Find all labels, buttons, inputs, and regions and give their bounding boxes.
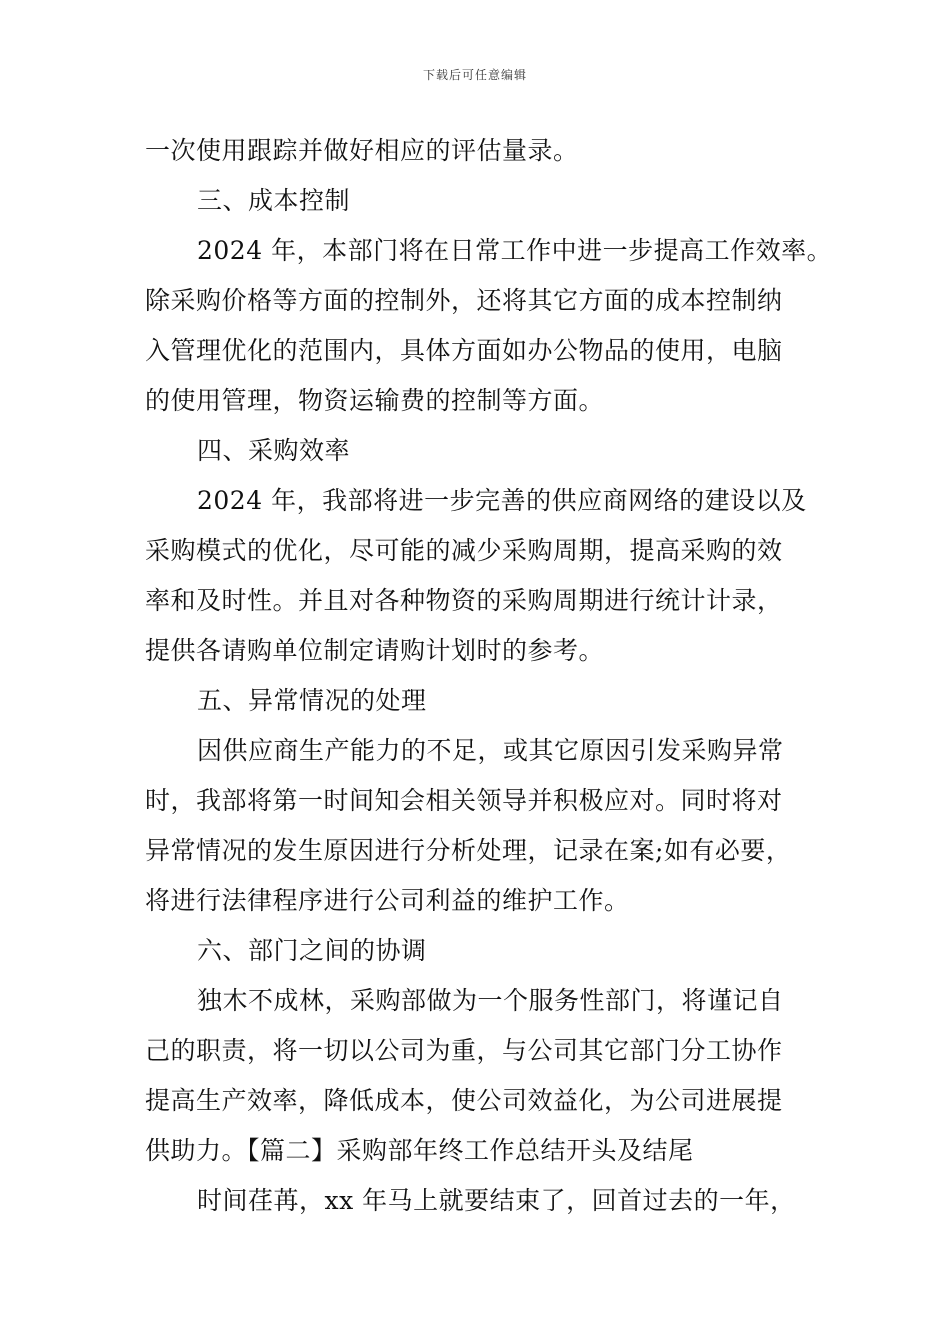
text-line: 时间荏苒，xx 年马上就要结束了，回首过去的一年， xyxy=(197,1186,796,1215)
text-line: 提高生产效率，降低成本，使公司效益化，为公司进展提 xyxy=(145,1086,783,1115)
text-line: 己的职责，将一切以公司为重，与公司其它部门分工协作 xyxy=(145,1036,783,1065)
document-body xyxy=(145,126,833,1226)
section-heading: 四、采购效率 xyxy=(197,436,351,465)
page-header: 下载后可任意编辑 xyxy=(422,68,527,82)
text-line: 时，我部将第一时间知会相关领导并积极应对。同时将对 xyxy=(145,786,783,815)
text-line: 因供应商生产能力的不足，或其它原因引发采购异常 xyxy=(197,736,784,765)
text-line: 将进行法律程序进行公司利益的维护工作。 xyxy=(145,886,630,915)
section-heading: 五、异常情况的处理 xyxy=(197,686,427,715)
text-line: 除采购价格等方面的控制外，还将其它方面的成本控制纳 xyxy=(145,286,783,315)
text-line: 2024 年，本部门将在日常工作中进一步提高工作效率。 xyxy=(197,236,833,265)
text-line: 一次使用跟踪并做好相应的评估量录。 xyxy=(145,136,579,165)
section-heading: 三、成本控制 xyxy=(197,186,351,215)
section-heading: 六、部门之间的协调 xyxy=(197,936,427,965)
text-line: 异常情况的发生原因进行分析处理，记录在案;如有必要， xyxy=(145,836,792,865)
text-line: 2024 年，我部将进一步完善的供应商网络的建设以及 xyxy=(197,486,807,515)
text-line: 的使用管理，物资运输费的控制等方面。 xyxy=(145,386,605,415)
text-line: 采购模式的优化，尽可能的减少采购周期，提高采购的效 xyxy=(145,536,783,565)
text-line: 提供各请购单位制定请购计划时的参考。 xyxy=(145,636,605,665)
text-line: 率和及时性。并且对各种物资的采购周期进行统计计录， xyxy=(145,586,783,615)
text-line: 独木不成林，采购部做为一个服务性部门，将谨记自 xyxy=(197,986,784,1015)
text-line: 入管理优化的范围内，具体方面如办公物品的使用，电脑 xyxy=(145,336,783,365)
text-line: 供助力。【篇二】采购部年终工作总结开头及结尾 xyxy=(145,1136,694,1165)
